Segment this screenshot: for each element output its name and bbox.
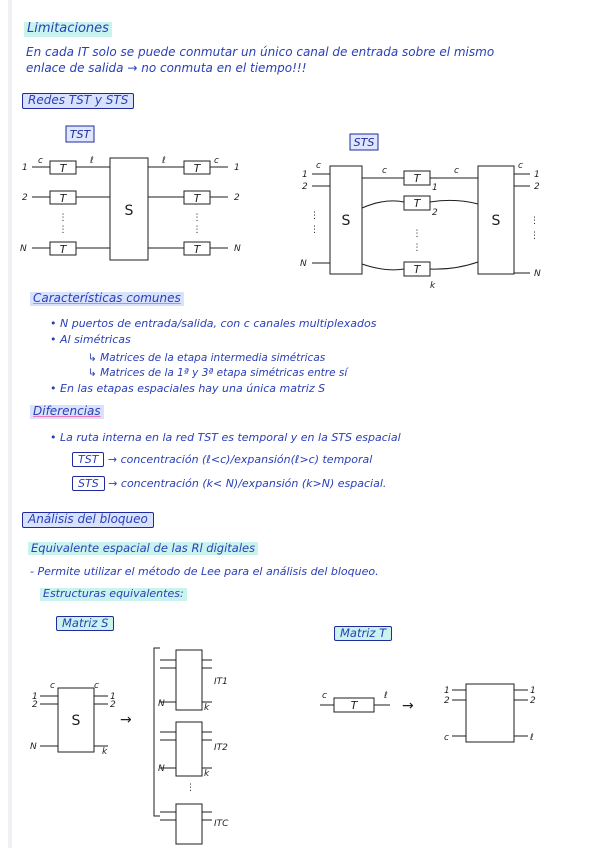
svg-text:1: 1 (444, 686, 450, 696)
tst-s-label: S (124, 203, 134, 219)
svg-text:c: c (50, 681, 55, 691)
svg-text:T: T (413, 263, 421, 276)
matriz-t-arrow: → (402, 698, 414, 714)
svg-text:ℓ: ℓ (530, 733, 534, 743)
tst-title-label: TST (69, 128, 91, 141)
svg-text:1: 1 (534, 170, 540, 180)
section-title-redes: Redes TST y STS (22, 93, 134, 109)
svg-text:T: T (413, 172, 421, 185)
differences-sts-line (72, 478, 386, 491)
svg-text:1: 1 (530, 686, 536, 696)
svg-text:c: c (94, 681, 99, 691)
matriz-s-arrow: → (120, 712, 132, 728)
page-title: Limitaciones (24, 22, 112, 37)
differences-tst-line (72, 454, 372, 467)
svg-text:c: c (454, 166, 459, 176)
svg-text:T: T (193, 162, 201, 175)
svg-text:T: T (350, 699, 358, 712)
tst-diagram (0, 120, 300, 290)
svg-text:1: 1 (302, 170, 308, 180)
svg-text:k: k (204, 703, 210, 713)
svg-text:c: c (444, 733, 449, 743)
svg-text:⋮: ⋮ (192, 213, 202, 223)
svg-text:2: 2 (530, 696, 536, 706)
it2-block (176, 722, 202, 776)
matriz-t-equivalent-block (466, 684, 514, 742)
svg-text:⋮: ⋮ (310, 211, 319, 221)
section-title-analysis: Análisis del bloqueo (22, 512, 154, 528)
tst-label-c-in: c (38, 156, 43, 166)
intro-line-2: enlace de salida → no conmuta en el tiempo!!! (26, 61, 307, 75)
matriz-s-title: Matriz S (56, 616, 114, 631)
equivalent-line-1: - Permite utilizar el método de Lee para el análisis del bloqueo. (30, 565, 379, 578)
tst-label-l-in: ℓ (90, 156, 94, 166)
common-bullet-3: • En las etapas espaciales hay una única matriz S (50, 382, 326, 395)
intro-line-1: En cada IT solo se puede conmutar un único canal de entrada sobre el mismo (26, 45, 495, 59)
svg-text:N: N (300, 259, 307, 269)
svg-text:N: N (158, 699, 165, 709)
svg-text:2: 2 (432, 208, 438, 218)
svg-text:⋮: ⋮ (186, 783, 195, 793)
sts-diagram (290, 128, 590, 298)
svg-text:⋮: ⋮ (58, 225, 68, 235)
common-sub-bullet-a: ↳ Matrices de la etapa intermedia simétricas (88, 352, 326, 364)
itc-block (176, 804, 202, 844)
it1-label: IT1 (214, 677, 228, 687)
svg-text:1: 1 (110, 692, 116, 702)
svg-text:2: 2 (32, 700, 38, 710)
it1-block (176, 650, 202, 710)
common-bullet-3-text: En las etapas espaciales hay una única matriz S (60, 382, 326, 395)
subsection-title-equivalent: Equivalente espacial de las Rl digitales (28, 542, 258, 555)
itc-label: ITC (214, 819, 229, 829)
section-title-common: Características comunes (30, 292, 184, 306)
common-bullet-2: • Al simétricas (50, 333, 131, 346)
common-sub-bullet-b: ↳ Matrices de la 1ª y 3ª etapa simétricas entre sí (88, 367, 348, 379)
svg-text:1: 1 (32, 692, 38, 702)
it2-label: IT2 (214, 743, 228, 753)
svg-text:⋮: ⋮ (412, 243, 422, 253)
svg-text:1: 1 (432, 183, 438, 193)
svg-text:N: N (534, 269, 541, 279)
svg-text:T: T (193, 243, 201, 256)
svg-text:N: N (234, 244, 241, 254)
svg-text:S: S (491, 213, 501, 229)
svg-text:T: T (193, 192, 201, 205)
tst-t-label-2: T (59, 192, 67, 205)
svg-text:⋮: ⋮ (530, 216, 539, 226)
common-bullet-1-text: N puertos de entrada/salida, con c canales multiplexados (60, 317, 377, 330)
svg-text:c: c (382, 166, 387, 176)
sts-description: → concentración (k< N)/expansión (k>N) espacial. (108, 477, 387, 490)
svg-text:S: S (341, 213, 351, 229)
section-title-differences: Diferencias (30, 405, 104, 419)
tst-in-port-n: N (20, 244, 27, 254)
svg-text:c: c (316, 161, 321, 171)
svg-text:2: 2 (110, 700, 116, 710)
equivalent-line-2: Estructuras equivalentes: (40, 588, 187, 601)
svg-text:k: k (204, 769, 210, 779)
svg-text:⋮: ⋮ (530, 231, 539, 241)
matriz-t-diagram (300, 660, 560, 780)
differences-bullet-1-text: La ruta interna en la red TST es temporal y en la STS espacial (60, 431, 401, 444)
common-bullet-1: • N puertos de entrada/salida, con c canales multiplexados (50, 317, 377, 330)
svg-text:⋮: ⋮ (310, 225, 319, 235)
tst-t-label-n: T (59, 243, 67, 256)
tst-in-port-2: 2 (22, 193, 28, 203)
svg-text:k: k (430, 281, 436, 291)
svg-text:S: S (71, 713, 81, 729)
sts-title-label: STS (353, 136, 375, 149)
svg-text:k: k (102, 747, 108, 757)
matriz-s-diagram (0, 640, 300, 848)
tst-in-port-1: 1 (22, 163, 28, 173)
tst-description: → concentración (ℓ<c)/expansión(ℓ>c) temporal (107, 453, 373, 466)
svg-text:ℓ: ℓ (384, 691, 388, 701)
svg-text:1: 1 (234, 163, 240, 173)
tst-label-l-out: ℓ (162, 156, 166, 166)
svg-text:⋮: ⋮ (192, 225, 202, 235)
svg-text:T: T (413, 197, 421, 210)
svg-text:c: c (322, 691, 327, 701)
tst-dots-left: ⋮ (58, 213, 68, 223)
svg-text:⋮: ⋮ (412, 229, 422, 239)
svg-text:N: N (158, 764, 165, 774)
svg-text:c: c (518, 161, 523, 171)
matriz-t-title: Matriz T (334, 626, 392, 641)
common-bullet-2-text: Al simétricas (60, 333, 131, 346)
svg-text:2: 2 (234, 193, 240, 203)
tst-label-c-out: c (214, 156, 219, 166)
sts-tag: STS (72, 476, 105, 491)
svg-text:2: 2 (302, 182, 308, 192)
differences-bullet-1: • La ruta interna en la red TST es temporal y en la STS espacial (50, 431, 401, 444)
svg-text:2: 2 (444, 696, 450, 706)
tst-t-label-1: T (59, 162, 67, 175)
svg-text:2: 2 (534, 182, 540, 192)
svg-text:N: N (30, 742, 37, 752)
tst-tag: TST (72, 452, 104, 467)
